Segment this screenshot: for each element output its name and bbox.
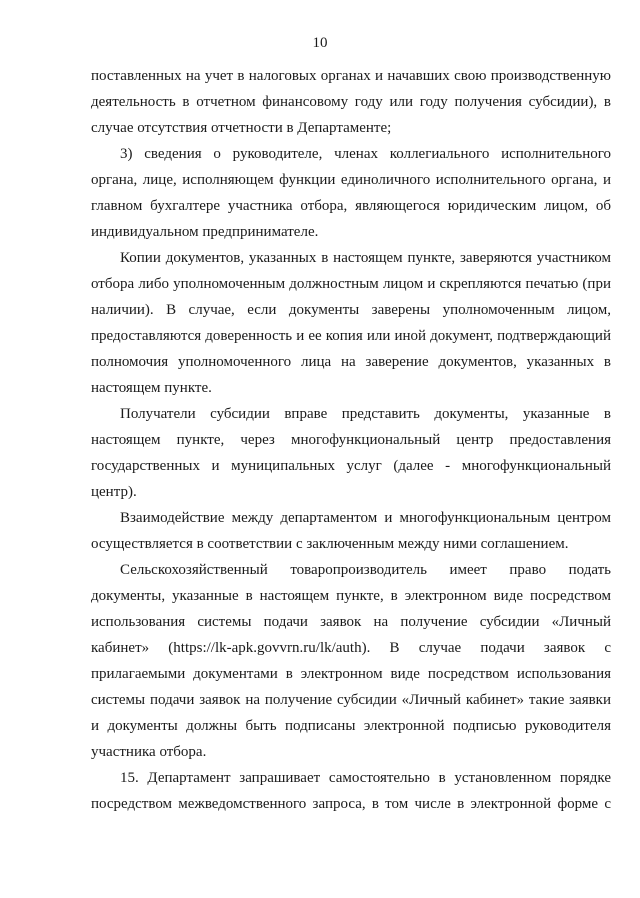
paragraph-mfc-submission: Получатели субсидии вправе представить документы, указанные в настоящем пункте, через многофункциональный центр предоставления государственных и муниципальных услуг (далее - многофункциональный центр).: [91, 406, 611, 500]
paragraph-electronic-submission: Сельскохозяйственный товаропроизводитель имеет право подать документы, указанные в настоящем пункте, в электронном виде посредством использования системы подачи заявок на получение субсидии «Личный кабинет» (https://lk-apk.govvrn.ru/lk/auth). В случае подачи заявок с прилагаемыми документами в электронном виде посредством использования системы подачи заявок на получение субсидии «Личный кабинет» такие заявки и документы должны быть подписаны электронной подписью руководителя участника отбора.: [91, 562, 611, 760]
paragraph-mfc-interaction: Взаимодействие между департаментом и многофункциональным центром осуществляется в соответствии с заключенным между ними соглашением.: [91, 510, 611, 552]
paragraph-document-copies: Копии документов, указанных в настоящем пункте, заверяются участником отбора либо уполномоченным должностным лицом и скрепляются печатью (при наличии). В случае, если документы заверены уполномоченным лицом, предоставляются доверенность и ее копия или иной документ, подтверждающий полномочия уполномоченного лица на заверение документов, указанных в настоящем пункте.: [91, 250, 611, 396]
page-number: 10: [312, 35, 328, 51]
paragraph-continuation: поставленных на учет в налоговых органах и начавших свою производственную деятельность в отчетном финансовому году или году получения субсидии), в случае отсутствия отчетности в Департаменте;: [91, 68, 611, 136]
page-body: [91, 63, 611, 817]
paragraph-item-3: 3) сведения о руководителе, членах коллегиального исполнительного органа, лице, исполняющем функции единоличного исполнительного органа, и главном бухгалтере участника отбора, являющегося юридическим лицом, об индивидуальном предпринимателе.: [91, 146, 611, 240]
paragraph-item-15: 15. Департамент запрашивает самостоятельно в установленном порядке посредством межведомственного запроса, в том числе в электронной форме с: [91, 770, 611, 812]
